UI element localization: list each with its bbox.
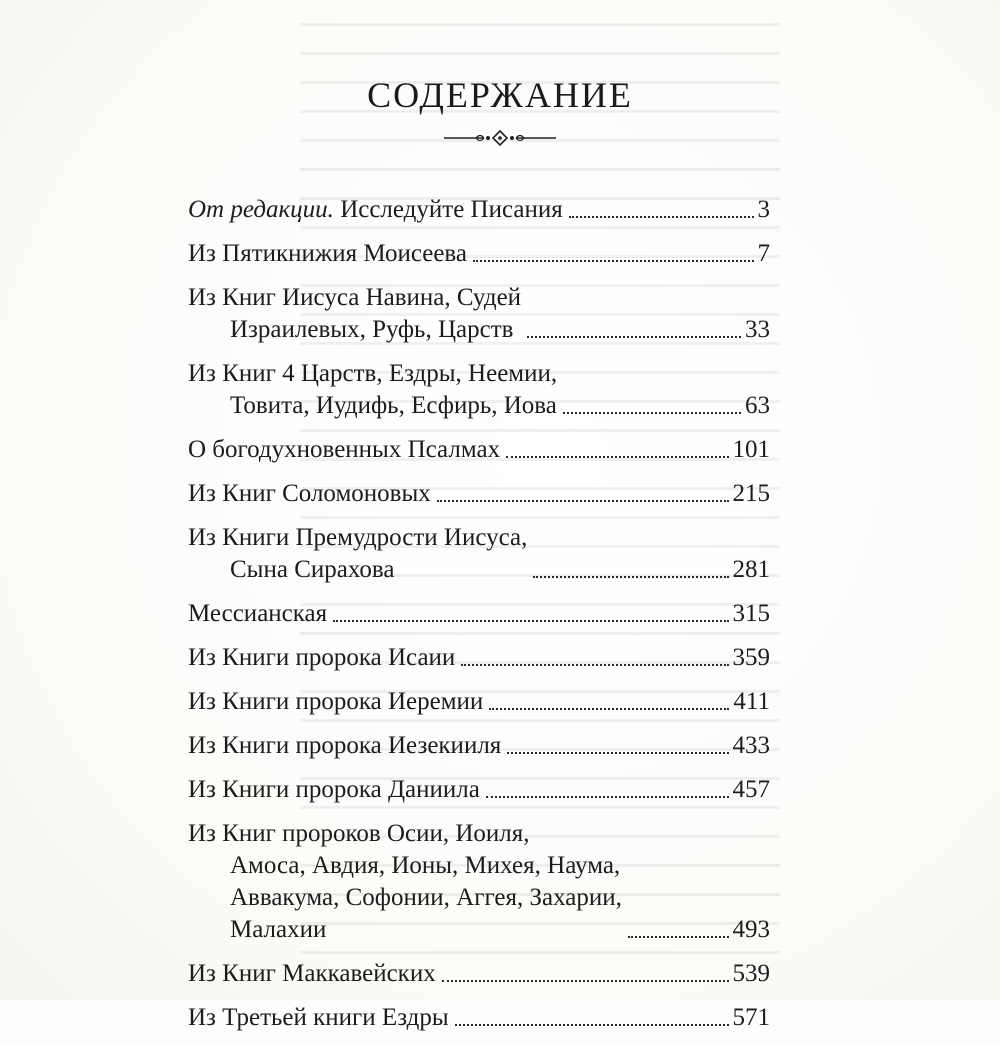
toc-entry bbox=[188, 478, 770, 510]
toc-entry-italic-prefix: От редакции. bbox=[188, 196, 334, 223]
dot-leader bbox=[569, 216, 754, 218]
toc-entry-line: Из Третьей книги Ездры bbox=[188, 1004, 449, 1031]
toc-entry bbox=[188, 958, 770, 990]
toc-entry bbox=[188, 238, 770, 270]
toc-page-number: 3 bbox=[757, 196, 770, 223]
dot-leader bbox=[507, 752, 728, 754]
dot-leader bbox=[437, 500, 729, 502]
toc-entry bbox=[188, 282, 770, 346]
dot-leader bbox=[455, 1024, 729, 1026]
toc-entry-line bbox=[188, 194, 563, 226]
toc-page-number: 101 bbox=[732, 436, 770, 463]
toc-entry bbox=[188, 642, 770, 674]
toc-entry-title bbox=[188, 194, 563, 226]
dot-leader bbox=[486, 796, 729, 798]
toc-entry bbox=[188, 818, 770, 946]
dot-leader bbox=[506, 456, 728, 458]
toc-entry-line: О богодухновенных Псалмах bbox=[188, 436, 501, 463]
dot-leader bbox=[527, 336, 741, 338]
toc-entry-title bbox=[188, 598, 327, 630]
page-title: СОДЕРЖАНИЕ bbox=[367, 75, 633, 115]
toc-entry-line: Из Книг Маккавейских bbox=[188, 960, 436, 987]
toc-entry-rest: Исследуйте Писания bbox=[333, 196, 563, 223]
toc-entry-line: Из Книг пророков Осии, Иоиля, bbox=[188, 820, 530, 847]
toc-entry-line: Из Книг Соломоновых bbox=[188, 480, 431, 507]
toc-page-number: 359 bbox=[732, 644, 770, 671]
toc-entry-title bbox=[188, 358, 557, 422]
toc-entry-line: Товита, Иудифь, Есфирь, Иова bbox=[230, 392, 557, 419]
toc-entry-line: Из Книги пророка Исаии bbox=[188, 644, 456, 671]
table-of-contents bbox=[188, 194, 770, 1046]
dot-leader bbox=[489, 708, 729, 710]
toc-entry-line: Из Книги пророка Иеремии bbox=[188, 688, 484, 715]
toc-entry-line: Из Пятикнижия Моисеева bbox=[188, 240, 467, 267]
dot-leader bbox=[333, 620, 728, 622]
toc-entry-title bbox=[188, 1002, 449, 1034]
toc-entry-line: Из Книг Иисуса Навина, Судей bbox=[188, 284, 522, 311]
toc-page-number: 457 bbox=[732, 776, 770, 803]
toc-entry-line: Из Книги Премудрости Иисуса, bbox=[188, 524, 528, 551]
toc-page-number: 411 bbox=[733, 688, 770, 715]
toc-entry bbox=[188, 522, 770, 586]
toc-page-number: 433 bbox=[732, 732, 770, 759]
toc-entry bbox=[188, 686, 770, 718]
toc-entry-line: Мессианская bbox=[188, 600, 328, 627]
dot-leader bbox=[461, 664, 728, 666]
ornament-divider-icon bbox=[440, 128, 560, 148]
toc-entry bbox=[188, 598, 770, 630]
toc-entry-title bbox=[188, 282, 521, 346]
toc-page-number: 215 bbox=[732, 480, 770, 507]
toc-entry-title bbox=[188, 522, 527, 586]
toc-page-number: 493 bbox=[732, 916, 770, 943]
toc-entry-line: Из Книги пророка Даниила bbox=[188, 776, 480, 803]
toc-entry bbox=[188, 774, 770, 806]
dot-leader bbox=[563, 412, 741, 414]
dot-leader bbox=[442, 980, 729, 982]
toc-entry-title bbox=[188, 238, 467, 270]
toc-page-number: 33 bbox=[745, 316, 770, 343]
toc-entry bbox=[188, 358, 770, 422]
toc-entry-title bbox=[188, 434, 500, 466]
toc-entry-line: Сына Сирахова bbox=[230, 556, 395, 583]
toc-entry-line: Аввакума, Софонии, Аггея, Захарии, bbox=[230, 884, 622, 911]
toc-entry-title bbox=[188, 958, 436, 990]
toc-entry bbox=[188, 434, 770, 466]
toc-page-number: 571 bbox=[732, 1004, 770, 1031]
toc-entry-line: Амоса, Авдия, Ионы, Михея, Наума, bbox=[230, 852, 621, 879]
toc-entry-line: Израилевых, Руфь, Царств bbox=[230, 316, 514, 343]
dot-leader bbox=[533, 576, 728, 578]
toc-entry-line: Малахии bbox=[230, 916, 327, 943]
toc-entry-title bbox=[188, 478, 431, 510]
toc-entry-title bbox=[188, 686, 483, 718]
toc-page-number: 281 bbox=[732, 556, 770, 583]
toc-entry bbox=[188, 1002, 770, 1034]
toc-entry bbox=[188, 730, 770, 762]
toc-entry-line: Из Книг 4 Царств, Ездры, Неемии, bbox=[188, 360, 558, 387]
dot-leader bbox=[628, 936, 729, 938]
toc-entry-line: Из Книги пророка Иезекииля bbox=[188, 732, 502, 759]
dot-leader bbox=[473, 260, 754, 262]
toc-page-number: 315 bbox=[732, 600, 770, 627]
toc-page-number: 539 bbox=[732, 960, 770, 987]
toc-entry bbox=[188, 194, 770, 226]
toc-page-number: 63 bbox=[745, 392, 770, 419]
toc-entry-title bbox=[188, 774, 480, 806]
toc-page-number: 7 bbox=[757, 240, 770, 267]
toc-entry-title bbox=[188, 730, 501, 762]
toc-entry-title bbox=[188, 642, 455, 674]
toc-entry-title bbox=[188, 818, 622, 946]
